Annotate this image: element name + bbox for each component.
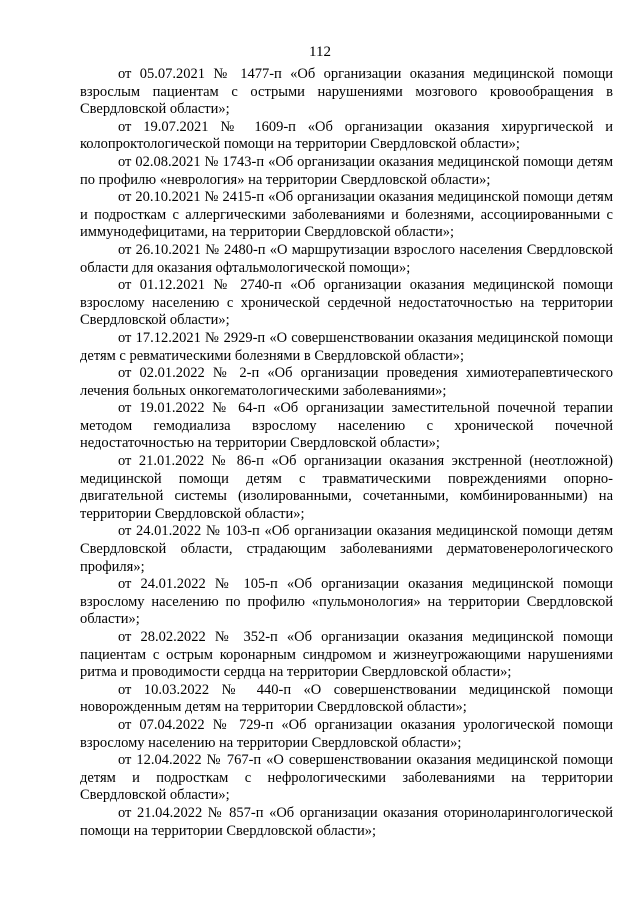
- list-item: от 07.04.2022 № 729-п «Об организации оказания урологической помощи взрослому населению на территории Свердловской области»;: [80, 716, 613, 751]
- list-item: от 21.01.2022 № 86-п «Об организации оказания экстренной (неотложной) медицинской помощи детям с травматическими повреждениями опорно-двигательной системы (изолированными, сочетанными, комбинированными) на территории Свердловской области»;: [80, 453, 613, 522]
- list-item: от 19.01.2022 № 64-п «Об организации заместительной почечной терапии методом гемодиализа взрослому населению с хронической почечной недостаточностью на территории Свердловской области»;: [80, 400, 613, 452]
- list-item: от 20.10.2021 № 2415-п «Об организации оказания медицинской помощи детям и подросткам с аллергическими заболеваниями и болезнями, ассоциированными с иммунодефицитами, на территории Свердловской области»;: [80, 189, 613, 241]
- list-item: от 26.10.2021 № 2480-п «О маршрутизации взрослого населения Свердловской области для оказания офтальмологической помощи»;: [80, 241, 613, 276]
- list-item: от 24.01.2022 № 103-п «Об организации оказания медицинской помощи детям Свердловской области, страдающим заболеваниями дерматовенерологического профиля»;: [80, 523, 613, 575]
- list-item: от 12.04.2022 № 767-п «О совершенствовании оказания медицинской помощи детям и подросткам с нефрологическими заболеваниями на территории Свердловской области»;: [80, 752, 613, 804]
- list-item: от 19.07.2021 № 1609-п «Об организации оказания хирургической и колопроктологической помощи на территории Свердловской области»;: [80, 118, 613, 153]
- list-item: от 21.04.2022 № 857-п «Об организации оказания оториноларингологической помощи на территории Свердловской области»;: [80, 804, 613, 839]
- list-item: от 02.01.2022 № 2-п «Об организации проведения химиотерапевтического лечения больных онкогематологическими заболеваниями»;: [80, 365, 613, 399]
- list-item: от 05.07.2021 № 1477-п «Об организации оказания медицинской помощи взрослым пациентам с острыми нарушениями мозгового кровообращения в Свердловской области»;: [80, 66, 613, 118]
- list-item: от 01.12.2021 № 2740-п «Об организации оказания медицинской помощи взрослому населению с хронической сердечной недостаточностью на территории Свердловской области»;: [80, 277, 613, 329]
- document-body: [80, 66, 613, 840]
- list-item: от 10.03.2022 № 440-п «О совершенствовании медицинской помощи новорожденным детям на территории Свердловской области»;: [80, 681, 613, 716]
- list-item: от 28.02.2022 № 352-п «Об организации оказания медицинской помощи пациентам с острым коронарным синдромом и жизнеугрожающими нарушениями ритма и проводимости сердца на территории Свердловской области»;: [80, 629, 613, 681]
- list-item: от 17.12.2021 № 2929-п «О совершенствовании оказания медицинской помощи детям с ревматическими болезнями в Свердловской области»;: [80, 329, 613, 364]
- page-number: 112: [309, 44, 331, 60]
- list-item: от 24.01.2022 № 105-п «Об организации оказания медицинской помощи взрослому населению по профилю «пульмонология» на территории Свердловской области»;: [80, 576, 613, 628]
- list-item: от 02.08.2021 № 1743-п «Об организации оказания медицинской помощи детям по профилю «неврология» на территории Свердловской области»;: [80, 153, 613, 188]
